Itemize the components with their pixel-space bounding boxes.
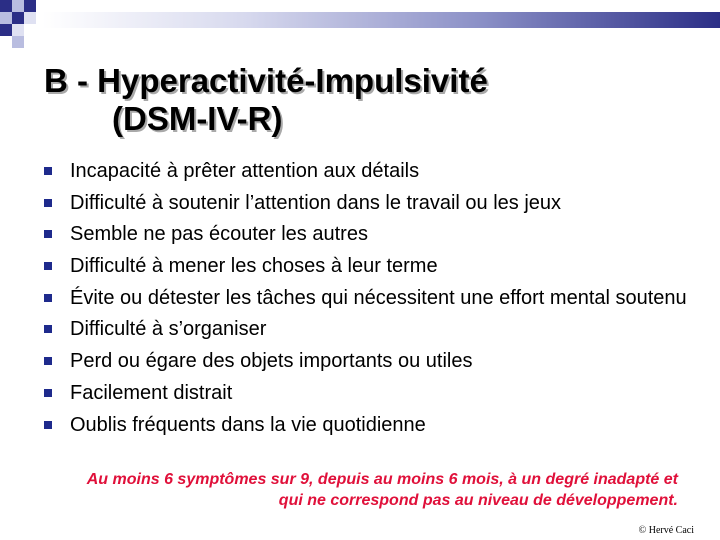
list-item-text: Difficulté à s’organiser	[70, 318, 267, 341]
checker-square	[12, 0, 24, 12]
list-item	[44, 317, 694, 341]
slide-title	[44, 62, 684, 138]
square-bullet-icon	[44, 167, 52, 175]
list-item-text: Évite ou détester les tâches qui nécessitent une effort mental soutenu	[70, 286, 687, 309]
criteria-note: Au moins 6 symptômes sur 9, depuis au moins 6 mois, à un degré inadapté et qui ne correspond pas au niveau de développement.	[86, 471, 678, 509]
square-bullet-icon	[44, 389, 52, 397]
checker-square	[12, 24, 24, 36]
checker-square	[24, 0, 36, 12]
list-item-text: Facilement distrait	[70, 381, 233, 404]
list-item	[44, 413, 694, 437]
list-item	[44, 349, 694, 373]
checker-square	[0, 12, 12, 24]
title-line-1: B - Hyperactivité-Impulsivité	[44, 62, 488, 99]
symptom-list	[44, 159, 694, 444]
list-item-text: Perd ou égare des objets importants ou utiles	[70, 350, 473, 373]
list-item-text: Difficulté à mener les choses à leur terme	[70, 255, 438, 278]
list-item	[44, 159, 694, 183]
square-bullet-icon	[44, 421, 52, 429]
list-item-text: Oublis fréquents dans la vie quotidienne	[70, 413, 426, 436]
square-bullet-icon	[44, 230, 52, 238]
square-bullet-icon	[44, 357, 52, 365]
checker-square	[0, 24, 12, 36]
list-item	[44, 191, 694, 215]
checker-square	[24, 12, 36, 24]
list-item-text: Incapacité à prêter attention aux détails	[70, 160, 420, 182]
square-bullet-icon	[44, 262, 52, 270]
list-item-text: Semble ne pas écouter les autres	[70, 223, 368, 246]
square-bullet-icon	[44, 294, 52, 302]
copyright-text: © Hervé Caci	[638, 525, 694, 536]
checker-square	[12, 36, 24, 48]
square-bullet-icon	[44, 199, 52, 207]
list-item	[44, 254, 694, 278]
checker-square	[0, 0, 12, 12]
top-gradient-bar	[42, 12, 720, 28]
list-item	[44, 286, 694, 310]
title-line-2: (DSM-IV-R)	[112, 100, 283, 137]
list-item	[44, 222, 694, 246]
checker-square	[12, 12, 24, 24]
list-item	[44, 381, 694, 405]
square-bullet-icon	[44, 325, 52, 333]
list-item-text: Difficulté à soutenir l’attention dans le travail ou les jeux	[70, 191, 562, 214]
